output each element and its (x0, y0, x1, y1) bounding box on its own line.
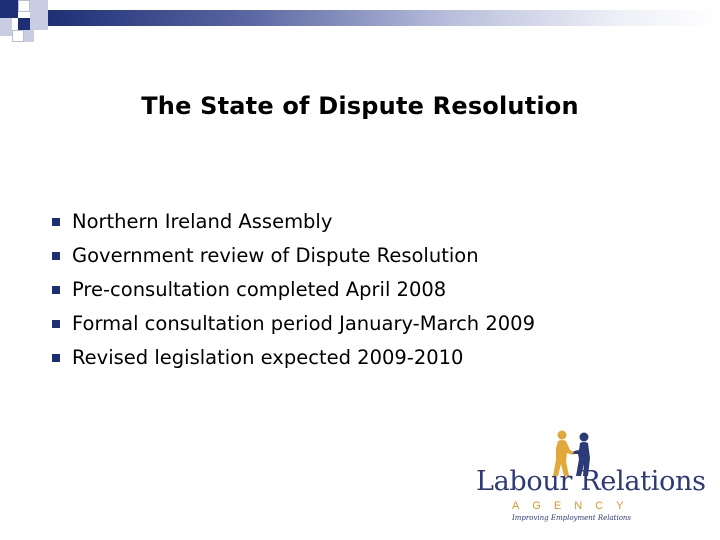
bullet-item (52, 344, 535, 378)
labour-relations-agency-logo (470, 428, 706, 528)
square-bullet-icon (52, 252, 60, 260)
corner-decoration-square (12, 30, 24, 42)
bullet-list (52, 208, 535, 378)
square-bullet-icon (52, 286, 60, 294)
bullet-item (52, 208, 535, 242)
corner-decoration-square (30, 0, 48, 12)
corner-decoration-square (18, 18, 30, 30)
corner-decoration-square (24, 30, 34, 42)
header-gradient-bar (48, 10, 720, 26)
corner-decoration-square (30, 12, 48, 30)
bullet-item (52, 310, 535, 344)
logo-wordmark: Labour Relations (476, 466, 706, 497)
slide-title: The State of Dispute Resolution (141, 92, 579, 120)
bullet-text: Pre-consultation completed April 2008 (72, 278, 447, 301)
square-bullet-icon (52, 218, 60, 226)
bullet-text: Government review of Dispute Resolution (72, 244, 479, 267)
bullet-text: Northern Ireland Assembly (72, 210, 333, 233)
bullet-text: Revised legislation expected 2009-2010 (72, 346, 464, 369)
bullet-text: Formal consultation period January-March 2009 (72, 312, 535, 335)
square-bullet-icon (52, 354, 60, 362)
logo-tagline: Improving Employment Relations (512, 514, 632, 522)
corner-decoration-square (0, 18, 12, 36)
corner-decoration-square (18, 0, 30, 12)
square-bullet-icon (52, 320, 60, 328)
logo-agency-text: AGENCY (512, 500, 637, 512)
bullet-item (52, 242, 535, 276)
corner-decoration-square (0, 0, 18, 18)
bullet-item (52, 276, 535, 310)
